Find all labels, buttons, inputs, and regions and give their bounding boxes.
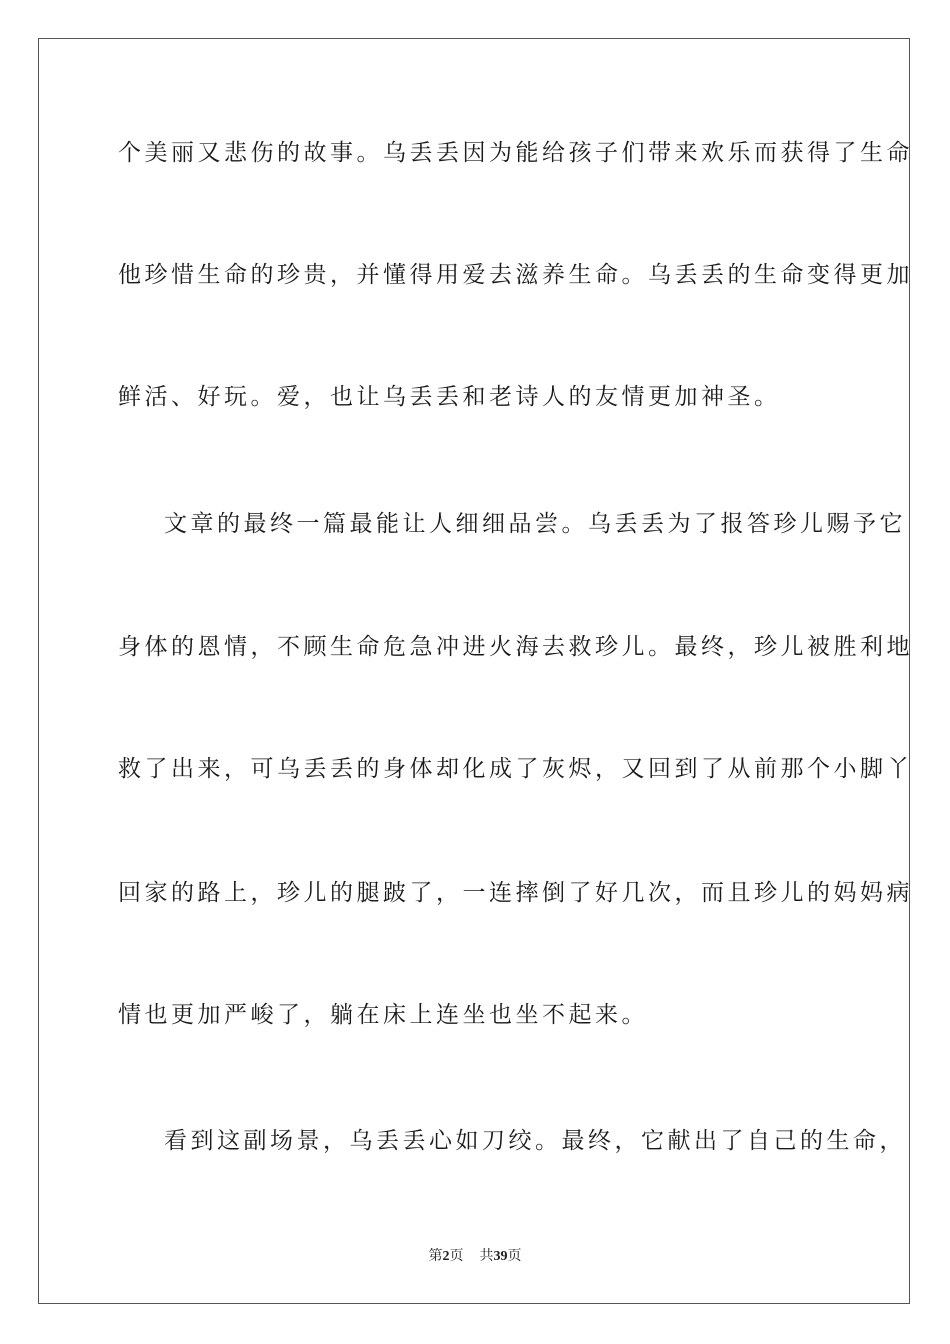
body-text-line: 个美丽又悲伤的故事。乌丢丢因为能给孩子们带来欢乐而获得了生命 [118,140,913,166]
total-suffix: 页 [507,1248,522,1264]
page-prefix: 第 [428,1248,443,1264]
body-text-line: 情也更加严峻了，躺在床上连坐也坐不起来。 [118,1002,648,1028]
body-text-line: 回家的路上，珍儿的腿跛了，一连摔倒了好几次，而且珍儿的妈妈病 [118,880,913,906]
page-suffix: 页 [449,1248,464,1264]
total-pages: 39 [493,1249,508,1264]
body-text-line: 他珍惜生命的珍贵，并懂得用爱去滋养生命。乌丢丢的生命变得更加 [118,262,913,288]
body-text-line: 鲜活、好玩。爱，也让乌丢丢和老诗人的友情更加神圣。 [118,384,781,410]
body-text-line: 身体的恩情，不顾生命危急冲进火海去救珍儿。最终，珍儿被胜利地 [118,634,913,660]
total-prefix: 共 [479,1248,494,1264]
body-text-line: 文章的最终一篇最能让人细细品尝。乌丢丢为了报答珍儿赐予它 [164,511,906,537]
page-number: 2 [442,1249,450,1264]
body-text-line: 救了出来，可乌丢丢的身体却化成了灰烬，又回到了从前那个小脚丫 [118,756,913,782]
body-text-line: 看到这副场景，乌丢丢心如刀绞。最终，它献出了自己的生命， [164,1128,906,1154]
page-footer [0,1246,950,1267]
page-border [38,38,913,1304]
